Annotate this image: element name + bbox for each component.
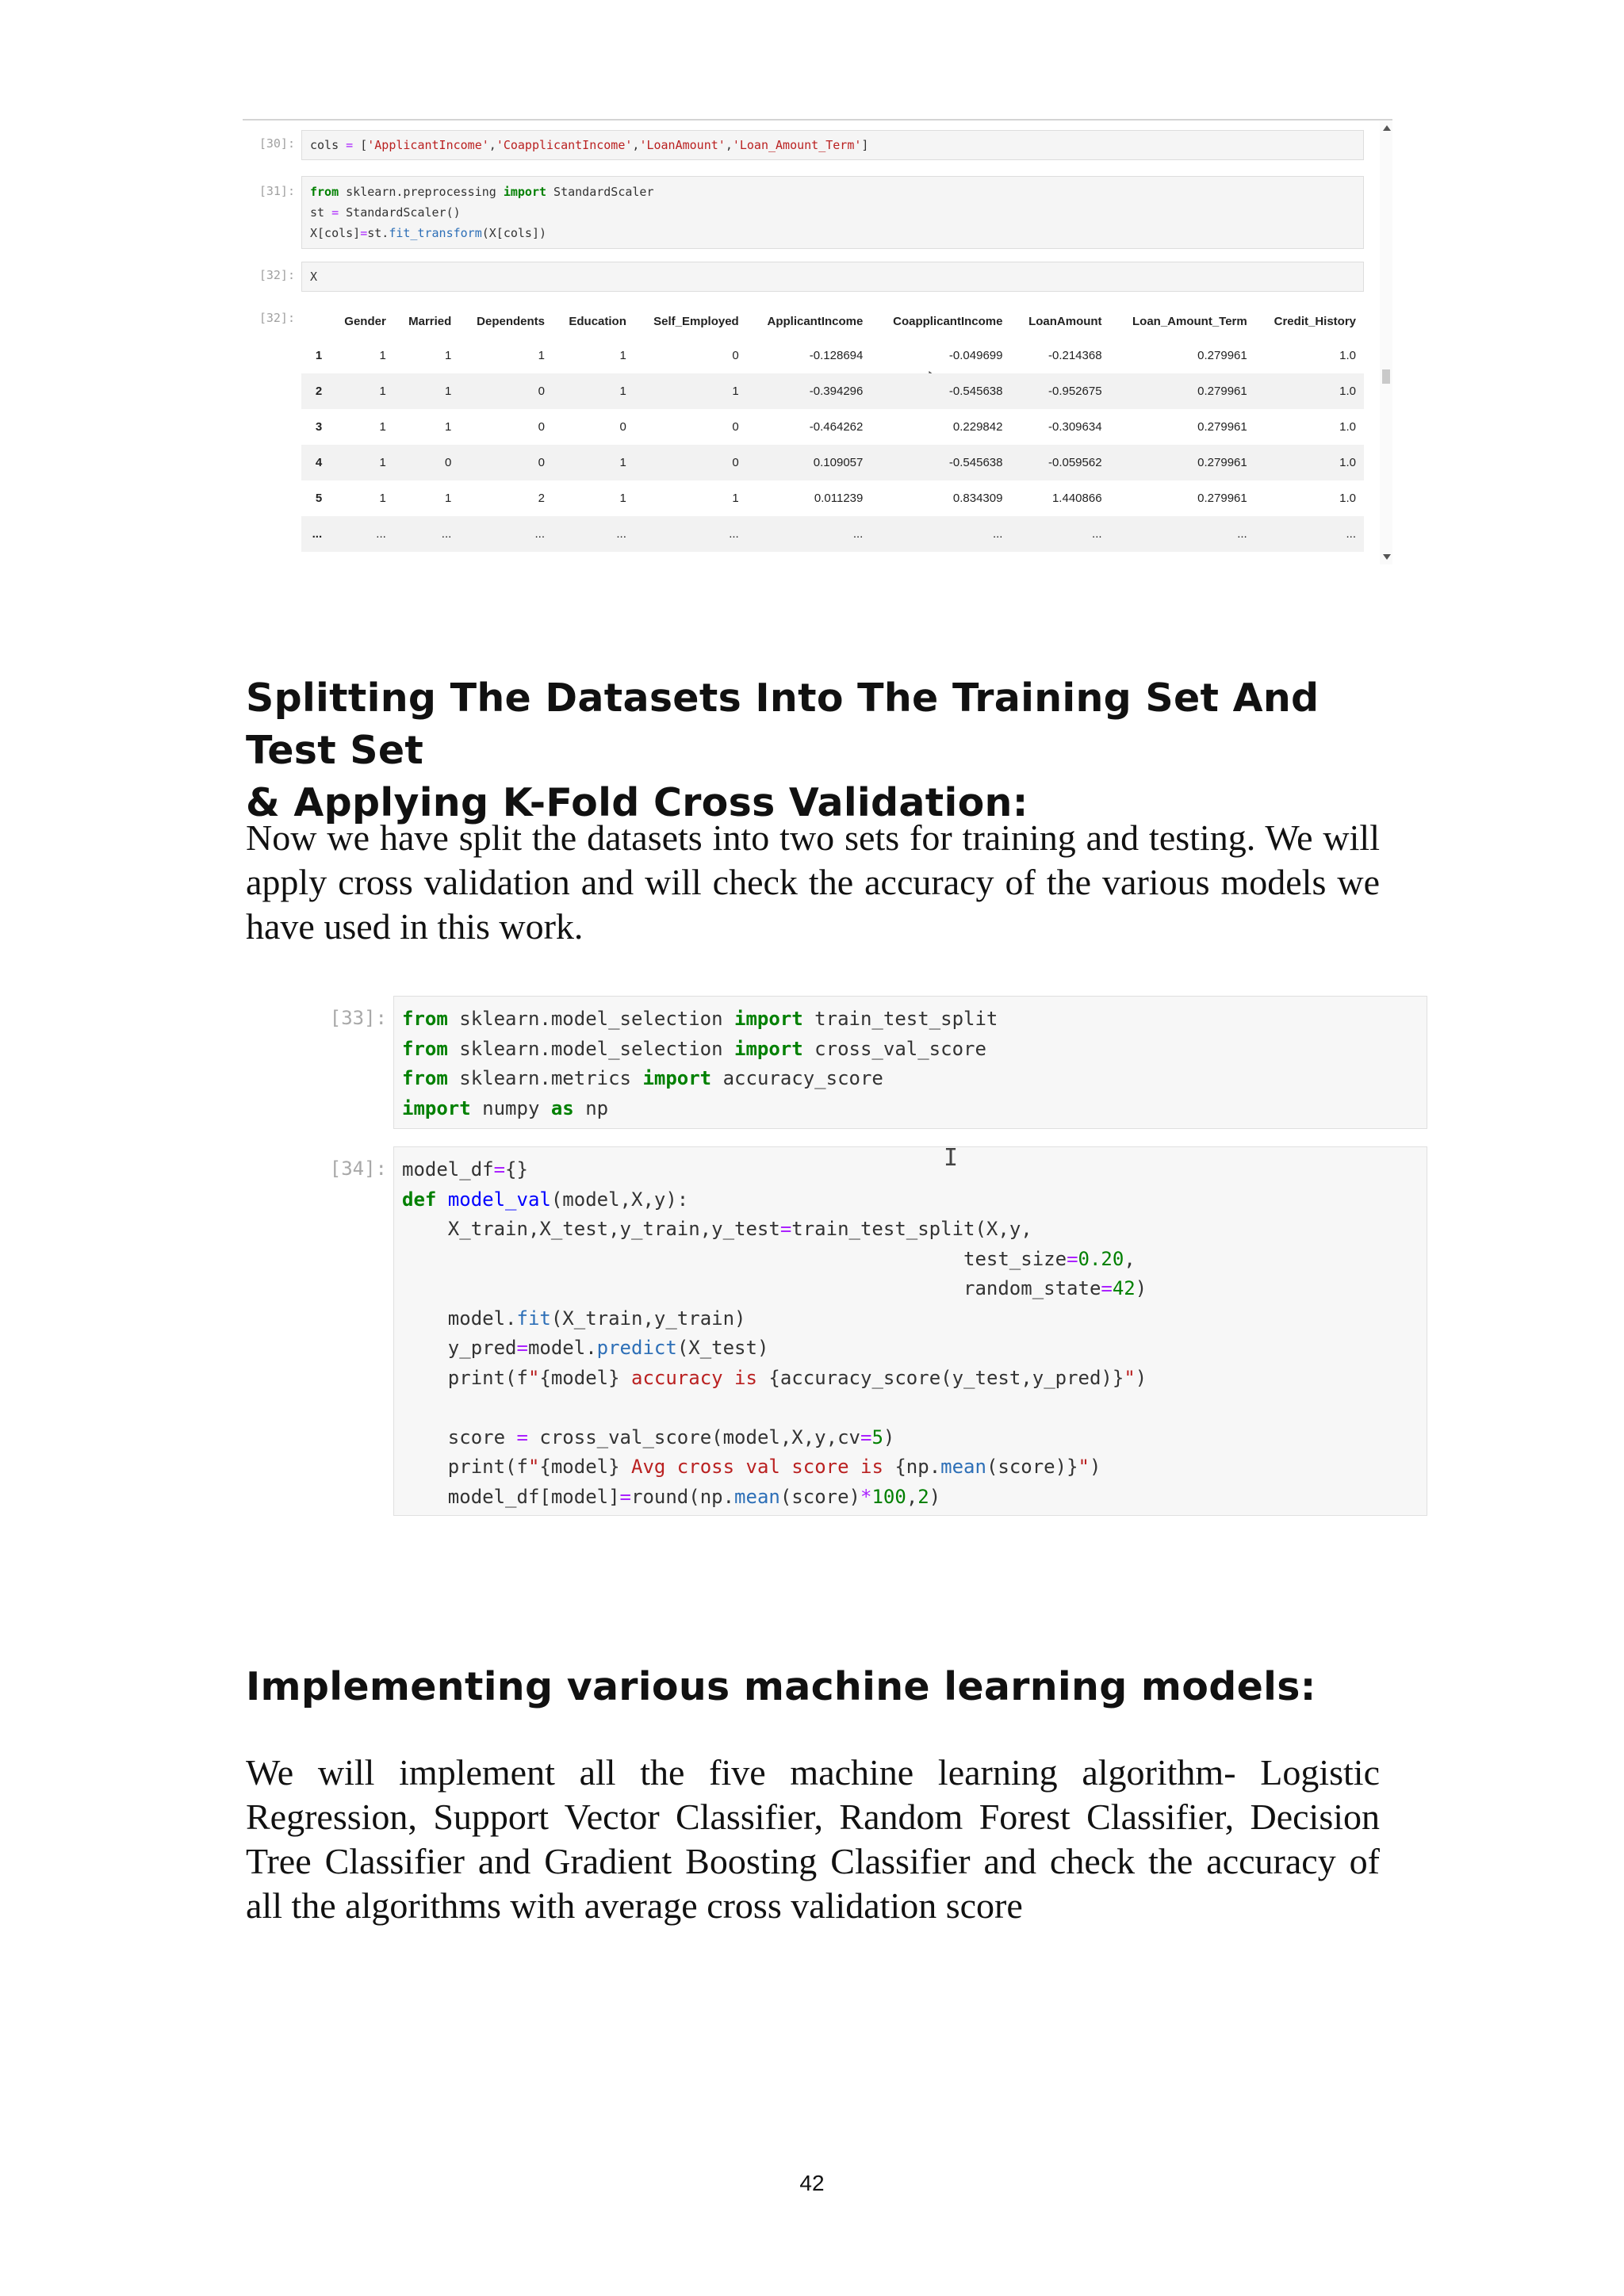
table-cell: 1 bbox=[444, 349, 452, 362]
cell-prompt: [32]: bbox=[259, 268, 295, 282]
table-cell: ... bbox=[394, 516, 460, 552]
table-cell: 1 bbox=[619, 492, 626, 505]
table-cell: 0.279961 bbox=[1197, 420, 1247, 434]
column-header: Married bbox=[408, 314, 452, 328]
row-index: 5 bbox=[315, 492, 323, 505]
table-cell: 1 bbox=[330, 373, 394, 409]
table-cell: -0.394296 bbox=[747, 373, 871, 409]
table-cell: -0.545638 bbox=[871, 373, 1010, 409]
table-row bbox=[301, 445, 1364, 480]
notebook-screenshot bbox=[243, 119, 1392, 564]
table-cell: 0.279961 bbox=[1110, 445, 1255, 480]
code-line: test_size=0.20, bbox=[402, 1247, 1136, 1270]
code-line: X[cols]=st.fit_transform(X[cols]) bbox=[310, 226, 547, 240]
text-cursor-icon: I bbox=[944, 1144, 959, 1172]
table-cell: ... bbox=[747, 516, 871, 552]
table-cell: 1 bbox=[732, 492, 739, 505]
column-header: Self_Employed bbox=[653, 314, 739, 328]
body-paragraph: Now we have split the datasets into two sets for training and testing. We will apply cross validation and will check the accuracy of the various models we have used in this work. bbox=[246, 817, 1380, 947]
table-row bbox=[301, 516, 1364, 552]
table-cell: 1.0 bbox=[1339, 349, 1356, 362]
code-line: st = StandardScaler() bbox=[310, 205, 461, 220]
row-index: 2 bbox=[301, 373, 330, 409]
table-cell: 0 bbox=[732, 420, 739, 434]
code-line: score = cross_val_score(model,X,y,cv=5) bbox=[402, 1425, 895, 1448]
table-cell: 1 bbox=[634, 373, 747, 409]
notebook-scrollbar[interactable] bbox=[1380, 121, 1392, 564]
code-cell-30[interactable] bbox=[301, 130, 1364, 160]
heading-line: Splitting The Datasets Into The Training Set And Test Set bbox=[246, 675, 1320, 773]
table-cell: 1 bbox=[394, 373, 460, 409]
table-cell: 0.011239 bbox=[814, 492, 864, 505]
table-cell: 0 bbox=[459, 445, 553, 480]
table-cell: ... bbox=[1255, 516, 1364, 552]
section-heading bbox=[246, 672, 1380, 829]
table-cell: ... bbox=[330, 516, 394, 552]
table-cell: 1 bbox=[379, 420, 386, 434]
table-cell: -0.545638 bbox=[871, 445, 1010, 480]
table-cell: 0.834309 bbox=[952, 492, 1003, 505]
table-cell: ... bbox=[459, 516, 553, 552]
table-cell: ... bbox=[871, 516, 1010, 552]
table-cell: 1 bbox=[619, 349, 626, 362]
table-cell: 1 bbox=[553, 445, 634, 480]
code-cell-31[interactable] bbox=[301, 176, 1364, 249]
code-cell-32[interactable] bbox=[301, 262, 1364, 292]
row-index: ... bbox=[301, 516, 330, 552]
table-cell: 1 bbox=[330, 445, 394, 480]
table-cell: 1 bbox=[379, 492, 386, 505]
code-line: print(f"{model} accuracy is {accuracy_score(y_test,y_pred)}") bbox=[402, 1366, 1147, 1389]
column-header: Gender bbox=[344, 314, 386, 328]
code-line: from sklearn.preprocessing import StandardScaler bbox=[310, 185, 654, 199]
section-heading: Implementing various machine learning models: bbox=[246, 1664, 1316, 1709]
heading-line: & Applying K-Fold Cross Validation: bbox=[246, 780, 1028, 825]
code-editor-33[interactable] bbox=[393, 996, 1427, 1129]
code-line: def model_val(model,X,y): bbox=[402, 1188, 689, 1211]
table-cell: 0.229842 bbox=[952, 420, 1003, 434]
code-line: print(f"{model} Avg cross val score is {np.mean(score)}") bbox=[402, 1456, 1101, 1478]
code-line: y_pred=model.predict(X_test) bbox=[402, 1337, 769, 1359]
table-cell: -0.059562 bbox=[1010, 445, 1109, 480]
table-cell: ... bbox=[1010, 516, 1109, 552]
table-cell: 0.279961 bbox=[1110, 373, 1255, 409]
table-cell: 0 bbox=[394, 445, 460, 480]
table-cell: 0.279961 bbox=[1197, 492, 1247, 505]
code-line: from sklearn.metrics import accuracy_score bbox=[402, 1067, 883, 1089]
table-cell: -0.049699 bbox=[948, 349, 1003, 362]
table-cell: -0.464262 bbox=[809, 420, 864, 434]
table-cell: ... bbox=[634, 516, 747, 552]
table-cell: -0.214368 bbox=[1048, 349, 1102, 362]
row-index: 4 bbox=[301, 445, 330, 480]
column-header: CoapplicantIncome bbox=[893, 314, 1003, 328]
table-cell: -0.952675 bbox=[1010, 373, 1109, 409]
cell-prompt: [30]: bbox=[259, 136, 295, 151]
table-cell: 1 bbox=[379, 349, 386, 362]
table-cell: 1 bbox=[538, 349, 546, 362]
table-cell: 0 bbox=[732, 349, 739, 362]
table-row bbox=[301, 338, 1364, 373]
table-row bbox=[301, 373, 1364, 409]
table-cell: 1.0 bbox=[1339, 492, 1356, 505]
table-cell: -0.309634 bbox=[1048, 420, 1102, 434]
table-cell: -0.128694 bbox=[809, 349, 864, 362]
row-index: 1 bbox=[315, 349, 323, 362]
table-cell: 2 bbox=[538, 492, 546, 505]
scroll-down-icon[interactable] bbox=[1383, 554, 1391, 560]
column-header: LoanAmount bbox=[1028, 314, 1102, 328]
output-prompt: [32]: bbox=[259, 311, 295, 325]
column-header: Dependents bbox=[477, 314, 546, 328]
body-paragraph: We will implement all the five machine learning algorithm- Logistic Regression, Support Vector Classifier, Random Forest Classifier, Decision Tree Classifier and Gradient Boosting Classifier and check the accuracy of all the algorithms with average cross validation score bbox=[246, 1752, 1380, 1926]
table-cell: 1 bbox=[553, 373, 634, 409]
dataframe-output bbox=[301, 304, 1364, 552]
table-row bbox=[301, 480, 1364, 516]
table-cell: 0 bbox=[459, 373, 553, 409]
table-header-row bbox=[301, 304, 1364, 338]
column-header: Education bbox=[569, 314, 626, 328]
code-line: import numpy as np bbox=[402, 1096, 609, 1119]
code-line: model_df={} bbox=[402, 1158, 528, 1181]
column-header bbox=[301, 304, 330, 338]
column-header: Loan_Amount_Term bbox=[1132, 314, 1247, 328]
code-editor-34[interactable] bbox=[393, 1146, 1427, 1516]
table-cell: 0 bbox=[538, 420, 546, 434]
cell-prompt: [33]: bbox=[329, 1007, 387, 1029]
code-line: model_df[model]=round(np.mean(score)*100,2) bbox=[402, 1485, 941, 1508]
table-cell: ... bbox=[1110, 516, 1255, 552]
table-cell: 1 bbox=[444, 492, 452, 505]
column-header: Credit_History bbox=[1274, 314, 1356, 328]
scroll-up-icon[interactable] bbox=[1383, 125, 1391, 131]
scrollbar-thumb[interactable] bbox=[1382, 369, 1390, 384]
table-cell: 1 bbox=[444, 420, 452, 434]
cell-prompt: [31]: bbox=[259, 184, 295, 198]
table-cell: 0.279961 bbox=[1197, 349, 1247, 362]
table-cell: 1.0 bbox=[1339, 420, 1356, 434]
table-row bbox=[301, 409, 1364, 445]
table-cell: 1.0 bbox=[1255, 373, 1364, 409]
code-line: X bbox=[310, 270, 318, 284]
column-header: ApplicantIncome bbox=[767, 314, 864, 328]
code-line: from sklearn.model_selection import train_test_split bbox=[402, 1008, 998, 1030]
table-cell: ... bbox=[553, 516, 634, 552]
code-line bbox=[402, 1393, 1419, 1423]
code-line: model.fit(X_train,y_train) bbox=[402, 1307, 746, 1330]
table-cell: 1.440866 bbox=[1051, 492, 1102, 505]
page-number: 42 bbox=[799, 2171, 825, 2195]
code-line: from sklearn.model_selection import cross_val_score bbox=[402, 1037, 986, 1060]
code-line: cols = ['ApplicantIncome','CoapplicantIncome','LoanAmount','Loan_Amount_Term'] bbox=[310, 138, 869, 152]
code-line: X_train,X_test,y_train,y_test=train_test_split(X,y, bbox=[402, 1218, 1032, 1240]
table-cell: 0.109057 bbox=[747, 445, 871, 480]
table-cell: 1.0 bbox=[1255, 445, 1364, 480]
table-cell: 0 bbox=[619, 420, 626, 434]
row-index: 3 bbox=[315, 420, 323, 434]
table-cell: 0 bbox=[634, 445, 747, 480]
cell-prompt: [34]: bbox=[329, 1158, 387, 1180]
code-line: random_state=42) bbox=[402, 1277, 1147, 1299]
